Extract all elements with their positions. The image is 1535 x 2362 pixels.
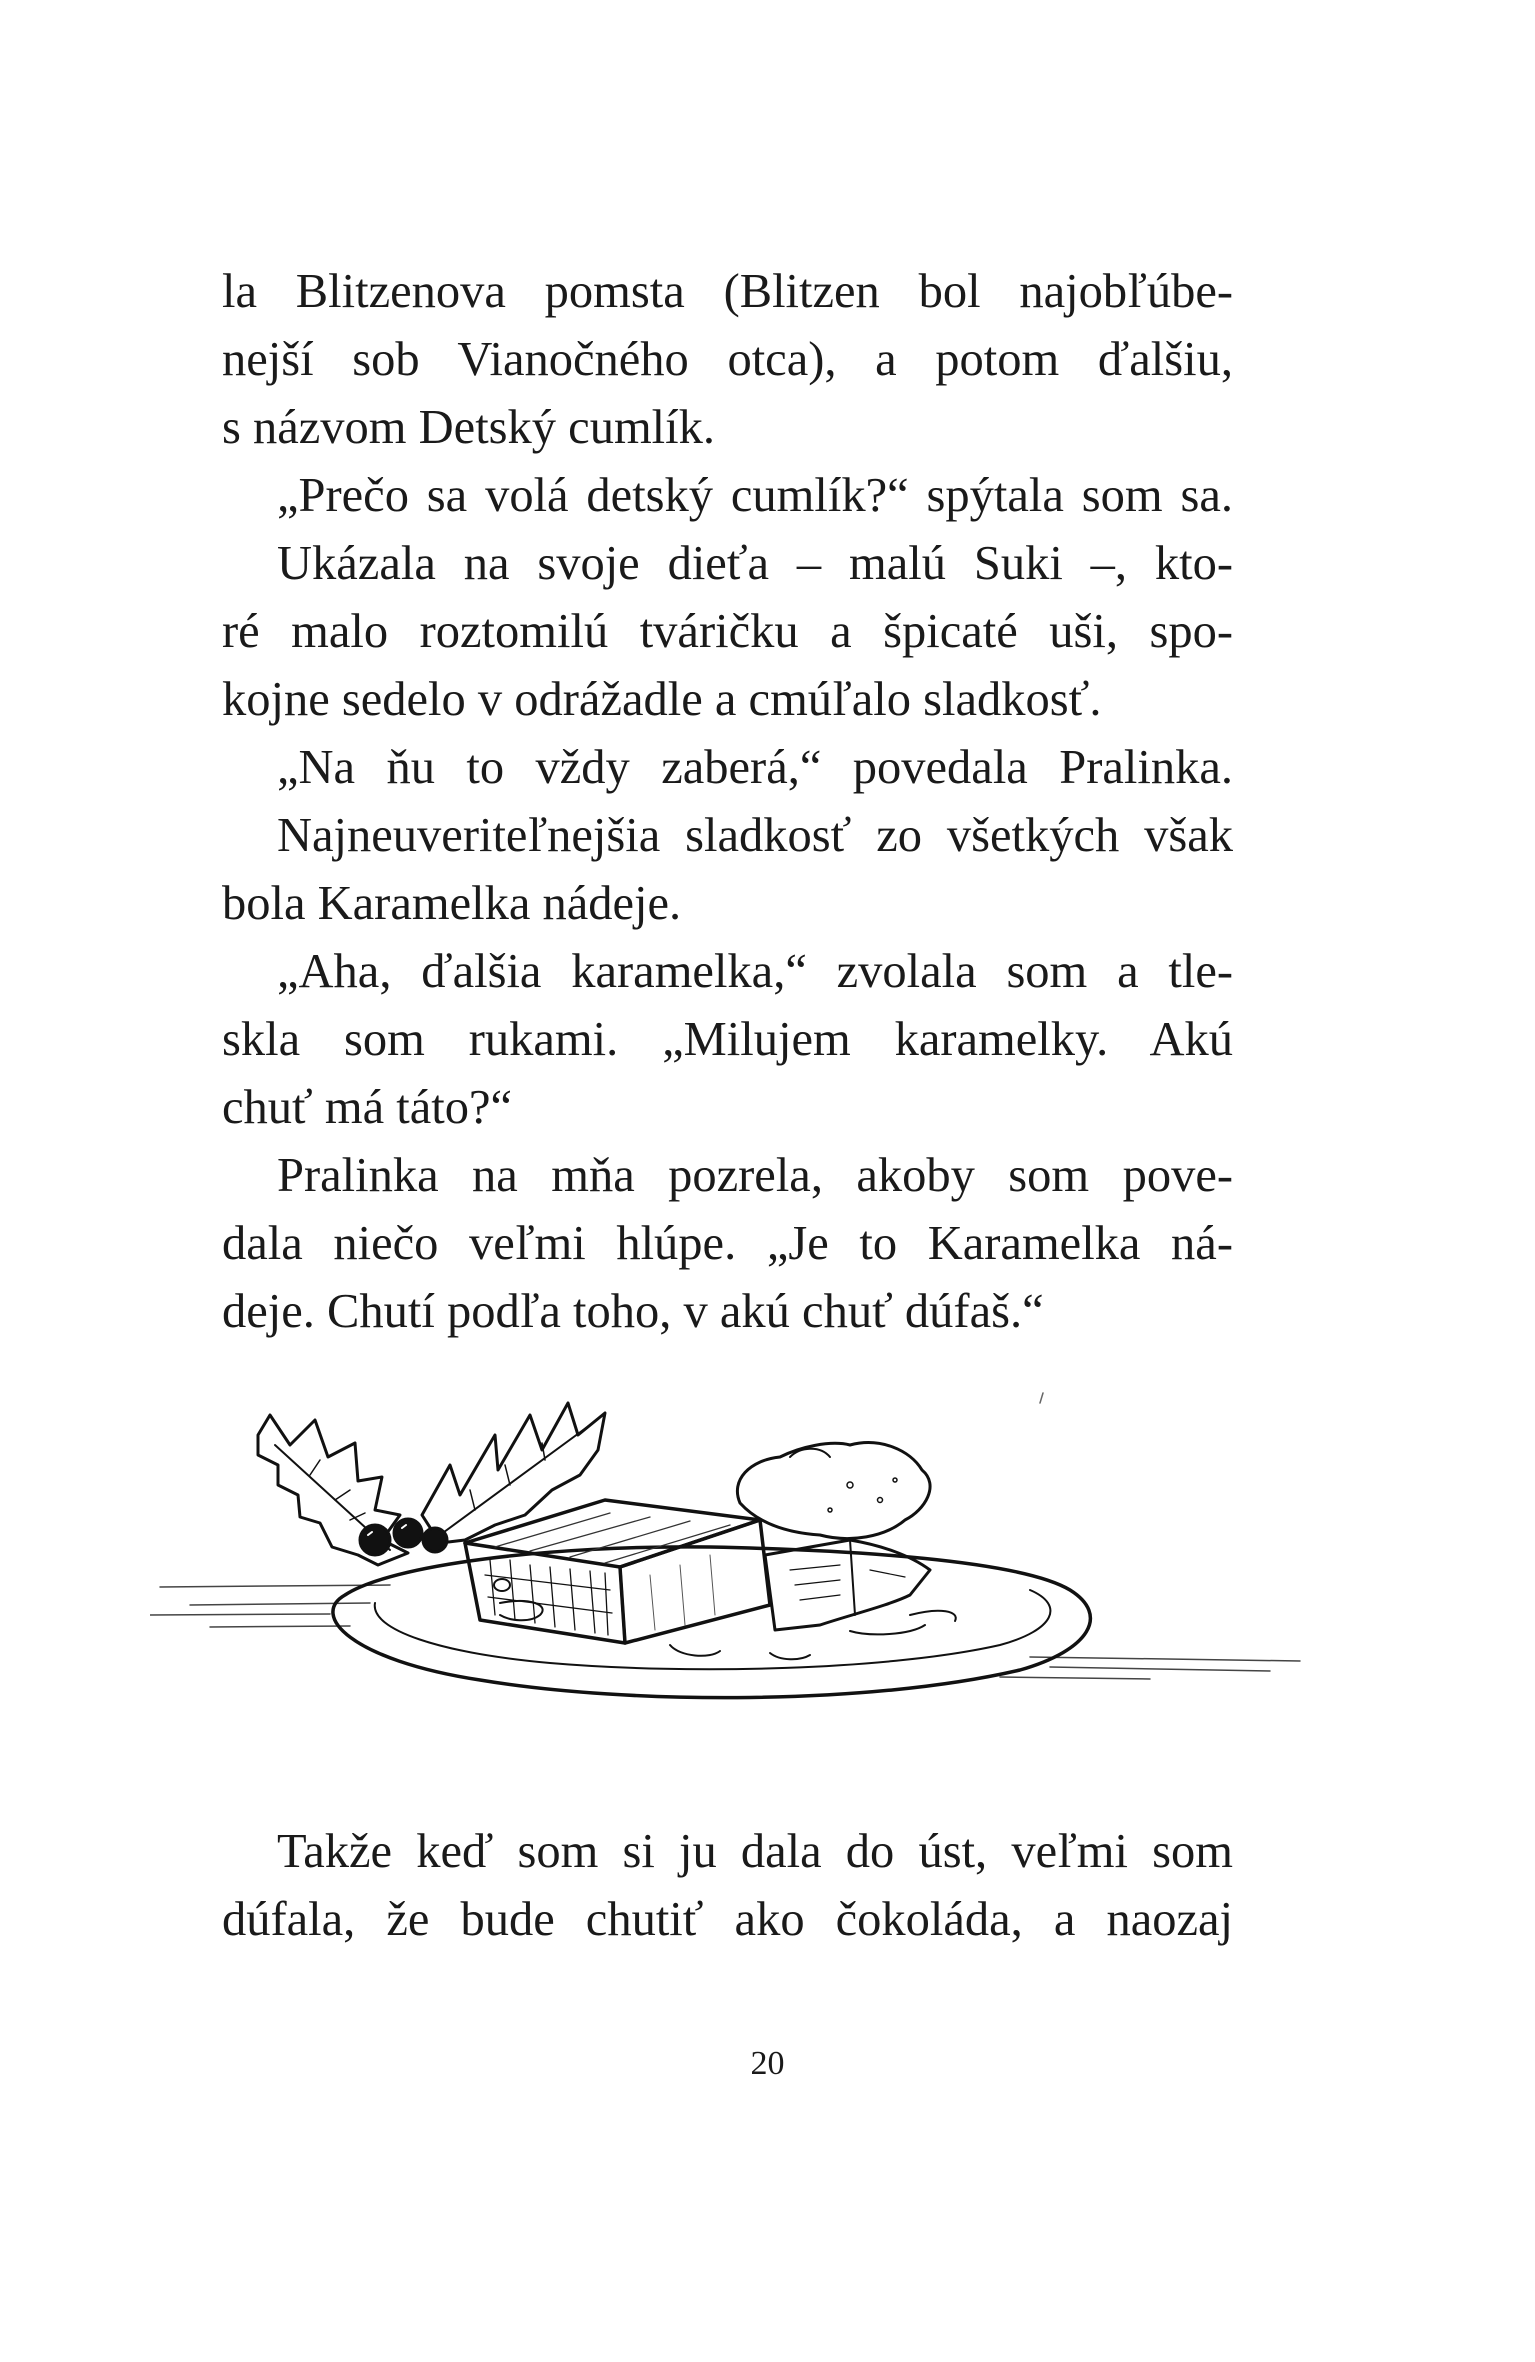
page-number: 20 bbox=[750, 2045, 785, 2082]
text-line: Najneuveriteľnejšia sladkosť zo všetkých však bbox=[277, 809, 1233, 862]
text-line: ré malo roztomilú tváričku a špicaté uši, spo- bbox=[222, 605, 1233, 658]
text-line: nejší sob Vianočného otca), a potom ďalšiu, bbox=[222, 333, 1233, 386]
text-line: dúfala, že bude chutiť ako čokoláda, a naozaj bbox=[222, 1893, 1233, 1946]
text-line: Pralinka na mňa pozrela, akoby som pove- bbox=[277, 1149, 1233, 1202]
text-line: Takže keď som si ju dala do úst, veľmi som bbox=[277, 1825, 1233, 1878]
text-line: „Prečo sa volá detský cumlík?“ spýtala som sa. bbox=[277, 469, 1233, 522]
text-line: deje. Chutí podľa toho, v akú chuť dúfaš.“ bbox=[222, 1285, 1044, 1338]
text-line: chuť má táto?“ bbox=[222, 1081, 513, 1134]
text-line: dala niečo veľmi hlúpe. „Je to Karamelka ná- bbox=[222, 1217, 1233, 1270]
candy-plate-illustration bbox=[150, 1285, 1310, 1755]
candy-piece-front bbox=[465, 1500, 770, 1643]
text-line: bola Karamelka nádeje. bbox=[222, 877, 682, 930]
candy-piece-back bbox=[737, 1443, 930, 1539]
table-lines bbox=[150, 1585, 1300, 1679]
text-line: „Na ňu to vždy zaberá,“ povedala Pralinka. bbox=[277, 741, 1233, 794]
text-line: Ukázala na svoje dieťa – malú Suki –, kto- bbox=[277, 537, 1233, 590]
text-line: s názvom Detský cumlík. bbox=[222, 401, 716, 454]
caramel-drips bbox=[500, 1601, 956, 1659]
text-line: la Blitzenova pomsta (Blitzen bol najobľúbe- bbox=[222, 265, 1233, 318]
text-line: „Aha, ďalšia karamelka,“ zvolala som a tle- bbox=[277, 945, 1233, 998]
text-line: skla som rukami. „Milujem karamelky. Akú bbox=[222, 1013, 1233, 1066]
text-line: kojne sedelo v odrážadle a cmúľalo sladkosť. bbox=[222, 673, 1102, 726]
